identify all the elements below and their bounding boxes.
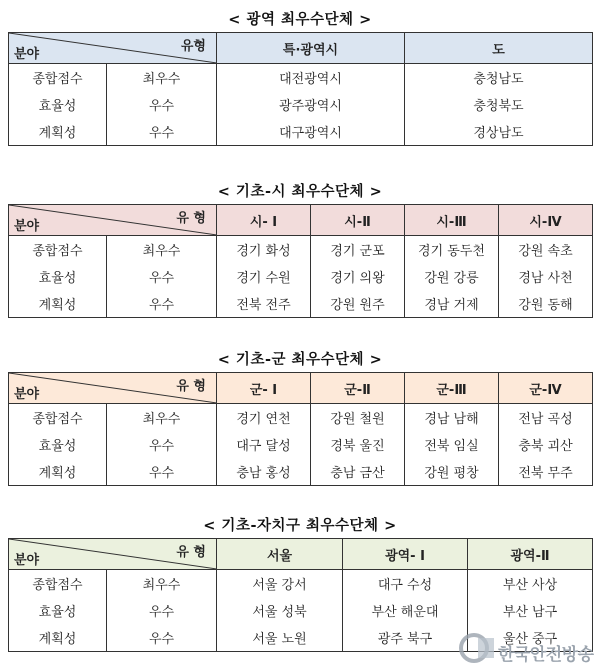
field-cell: 계획성 (9, 118, 107, 146)
grade-cell: 최우수 (107, 404, 217, 432)
winner-cell: 강원 원주 (311, 290, 405, 318)
winner-cell: 전남 곡성 (499, 404, 593, 432)
field-cell: 효율성 (9, 263, 107, 290)
column-header: 시-Ⅳ (499, 205, 593, 236)
column-header: 시-Ⅲ (405, 205, 499, 236)
winner-cell: 충청남도 (405, 64, 593, 92)
grade-cell: 우수 (107, 91, 217, 118)
table-row (9, 118, 593, 146)
winner-cell: 대전광역시 (217, 64, 405, 92)
field-cell: 효율성 (9, 91, 107, 118)
grade-cell: 우수 (107, 624, 217, 652)
winner-cell: 경기 동두천 (405, 236, 499, 264)
winner-cell: 광주광역시 (217, 91, 405, 118)
table-row (9, 290, 593, 318)
winner-cell: 광주 북구 (343, 624, 468, 652)
grade-cell: 우수 (107, 597, 217, 624)
winner-cell: 서울 성북 (217, 597, 343, 624)
column-header: 광역- Ⅰ (343, 539, 468, 570)
column-header: 군-Ⅳ (499, 373, 593, 404)
grade-cell: 최우수 (107, 570, 217, 598)
winner-cell: 경남 사천 (499, 263, 593, 290)
winner-cell: 강원 동해 (499, 290, 593, 318)
field-cell: 효율성 (9, 597, 107, 624)
watermark-logo-icon (458, 632, 498, 664)
grade-cell: 최우수 (107, 236, 217, 264)
winner-cell: 강원 속초 (499, 236, 593, 264)
field-header-label: 분야 (14, 387, 40, 402)
winner-cell: 부산 남구 (468, 597, 593, 624)
winner-cell: 경북 울진 (311, 431, 405, 458)
winner-cell: 충청북도 (405, 91, 593, 118)
regional-award-table (8, 32, 593, 146)
table-row (9, 570, 593, 598)
table-row (9, 91, 593, 118)
winner-cell: 부산 사상 (468, 570, 593, 598)
broadcaster-watermark (458, 632, 600, 664)
table-row (9, 404, 593, 432)
column-header: 광역-Ⅱ (468, 539, 593, 570)
winner-cell: 경남 남해 (405, 404, 499, 432)
winner-cell: 경기 화성 (217, 236, 311, 264)
column-header: 서울 (217, 539, 343, 570)
winner-cell: 경기 의왕 (311, 263, 405, 290)
winner-cell: 대구광역시 (217, 118, 405, 146)
winner-cell: 울산 중구 (468, 624, 593, 652)
winner-cell: 경남 거제 (405, 290, 499, 318)
winner-cell: 서울 강서 (217, 570, 343, 598)
winner-cell: 부산 해운대 (343, 597, 468, 624)
watermark-text: 한국안전방송 (498, 645, 594, 665)
winner-cell: 대구 달성 (217, 431, 311, 458)
field-cell: 계획성 (9, 290, 107, 318)
type-header-label: 유형 (180, 39, 206, 54)
table-corner-cell (9, 539, 217, 570)
table-corner-cell (9, 205, 217, 236)
grade-cell: 우수 (107, 431, 217, 458)
winner-cell: 강원 철원 (311, 404, 405, 432)
table-row (9, 431, 593, 458)
winner-cell: 경상남도 (405, 118, 593, 146)
table-corner-cell (9, 373, 217, 404)
winner-cell: 전북 임실 (405, 431, 499, 458)
field-cell: 효율성 (9, 431, 107, 458)
winner-cell: 경기 군포 (311, 236, 405, 264)
winner-cell: 대구 수성 (343, 570, 468, 598)
county-title: < 기초-군 최우수단체 > (217, 352, 383, 368)
city-award-table (8, 204, 593, 318)
city-title: < 기초-시 최우수단체 > (217, 184, 383, 200)
column-header: 군-Ⅲ (405, 373, 499, 404)
field-header-label: 분야 (14, 553, 40, 568)
column-header: 군-Ⅱ (311, 373, 405, 404)
winner-cell: 충남 금산 (311, 458, 405, 486)
table-row (9, 597, 593, 624)
column-header: 시-Ⅱ (311, 205, 405, 236)
regional-title: < 광역 최우수단체 > (228, 12, 372, 28)
type-header-label: 유 형 (176, 379, 206, 394)
field-cell: 계획성 (9, 624, 107, 652)
winner-cell: 전북 무주 (499, 458, 593, 486)
field-cell: 종합점수 (9, 404, 107, 432)
table-row (9, 263, 593, 290)
grade-cell: 우수 (107, 263, 217, 290)
grade-cell: 우수 (107, 458, 217, 486)
field-header-label: 분야 (14, 47, 40, 62)
column-header: 군- Ⅰ (217, 373, 311, 404)
field-cell: 계획성 (9, 458, 107, 486)
winner-cell: 충남 홍성 (217, 458, 311, 486)
county-award-table (8, 372, 593, 486)
winner-cell: 경기 연천 (217, 404, 311, 432)
winner-cell: 강원 강릉 (405, 263, 499, 290)
table-row (9, 64, 593, 92)
table-corner-cell (9, 33, 217, 64)
winner-cell: 충북 괴산 (499, 431, 593, 458)
column-header: 시- Ⅰ (217, 205, 311, 236)
winner-cell: 강원 평창 (405, 458, 499, 486)
grade-cell: 우수 (107, 118, 217, 146)
field-cell: 종합점수 (9, 236, 107, 264)
table-row (9, 236, 593, 264)
field-cell: 종합점수 (9, 64, 107, 92)
field-header-label: 분야 (14, 219, 40, 234)
table-row (9, 458, 593, 486)
winner-cell: 전북 전주 (217, 290, 311, 318)
type-header-label: 유 형 (176, 211, 206, 226)
field-cell: 종합점수 (9, 570, 107, 598)
column-header: 특·광역시 (217, 33, 405, 64)
winner-cell: 서울 노원 (217, 624, 343, 652)
winner-cell: 경기 수원 (217, 263, 311, 290)
column-header: 도 (405, 33, 593, 64)
grade-cell: 최우수 (107, 64, 217, 92)
type-header-label: 유 형 (176, 545, 206, 560)
grade-cell: 우수 (107, 290, 217, 318)
district-title: < 기초-자치구 최우수단체 > (203, 518, 397, 534)
